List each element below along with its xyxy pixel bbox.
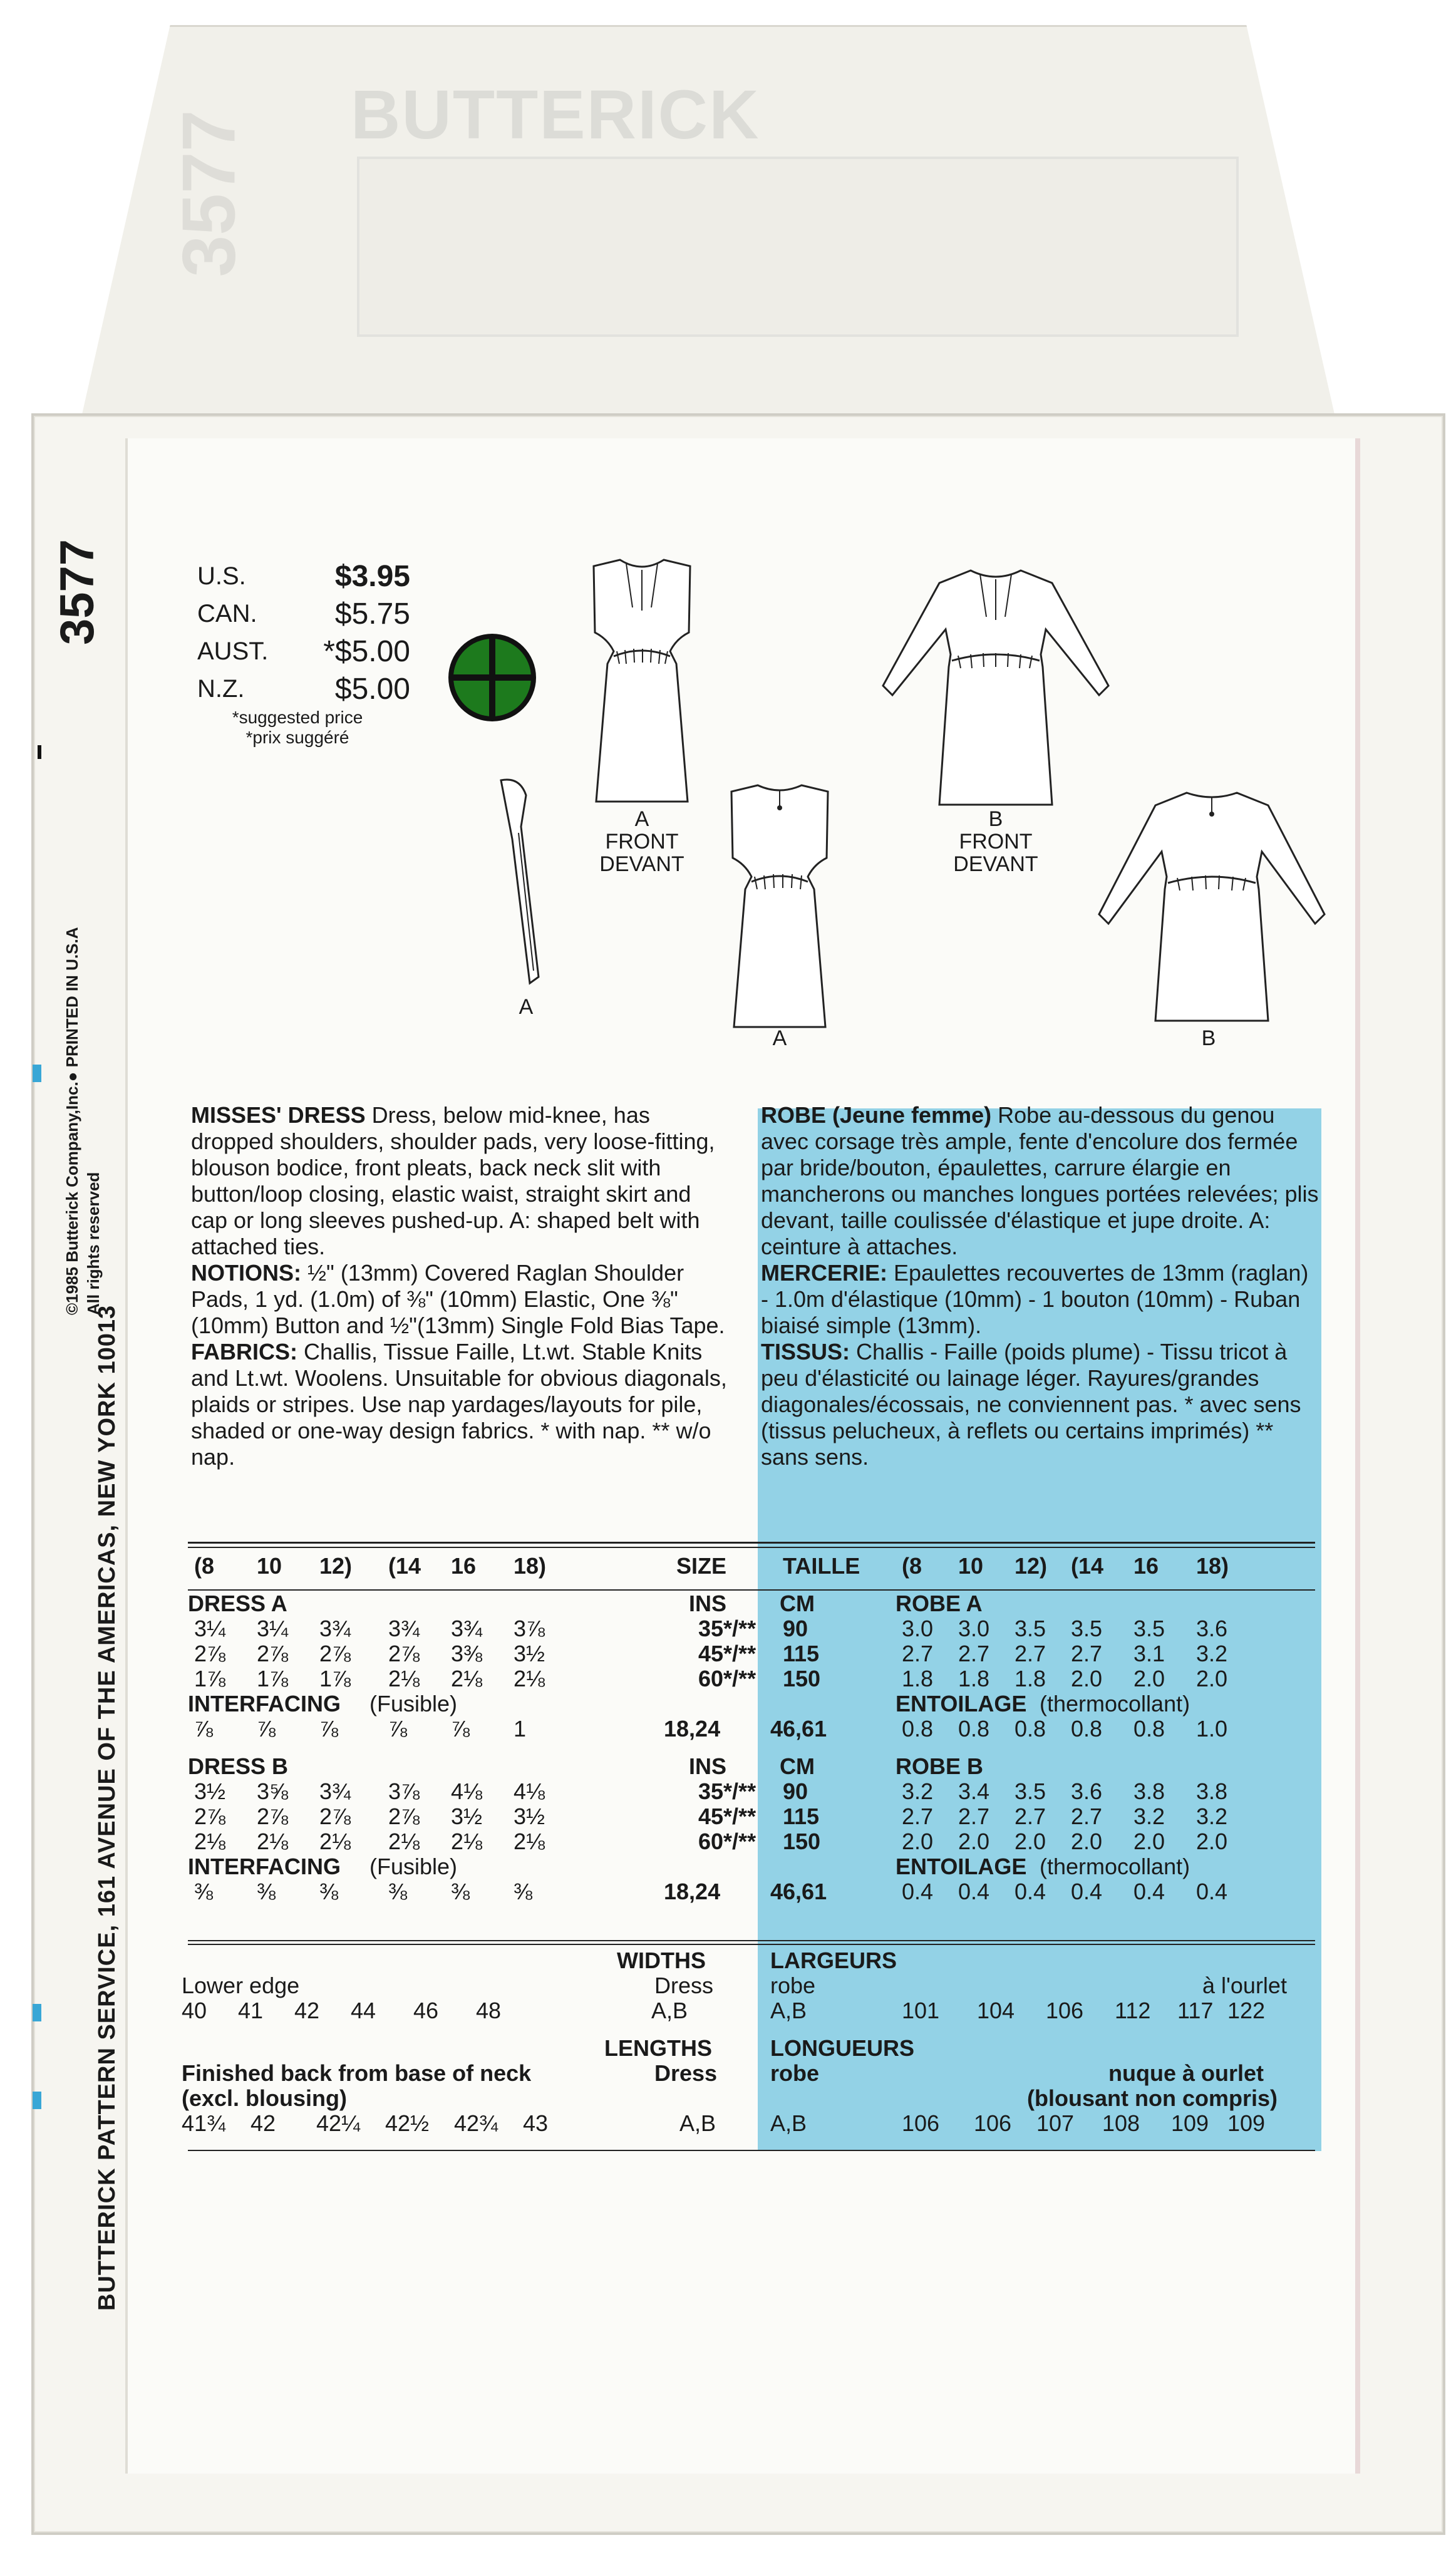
interfacing-width-in: 18,24 (664, 1716, 721, 1742)
length-cm-value: 108 (1102, 2110, 1140, 2136)
metric-cell: 3.1 (1133, 1641, 1165, 1666)
size-header-fr: 18) (1196, 1553, 1229, 1579)
width-cm-cell: 115 (783, 1641, 820, 1666)
figure-label-belt: A (519, 995, 534, 1019)
lengths-row-label: Finished back from base of neck (182, 2060, 532, 2086)
fabrics-title: FABRICS: (191, 1339, 297, 1365)
dress-title: DRESS A (188, 1591, 287, 1616)
yardage-cell: 4⅛ (451, 1778, 483, 1804)
width-cm-cell: 90 (783, 1616, 808, 1641)
size-header-fr: (14 (1071, 1553, 1104, 1579)
interfacing-metric-cell: 1.0 (1196, 1716, 1228, 1742)
metric-cell: 2.7 (1015, 1641, 1046, 1666)
yardage-cell: 1⅞ (257, 1666, 289, 1691)
metric-cell: 2.0 (902, 1829, 934, 1854)
interfacing-cell: ⅜ (194, 1879, 214, 1904)
notions-title: NOTIONS: (191, 1260, 301, 1286)
metric-cell: 3.4 (958, 1778, 990, 1804)
robe-title: ROBE A (896, 1591, 983, 1616)
width-in-cell: 35*/** (698, 1778, 756, 1804)
interfacing-cell: ⅜ (451, 1879, 470, 1904)
interfacing-cell: ⅞ (257, 1716, 276, 1742)
address-text: BUTTERICK PATTERN SERVICE, 161 AVENUE OF THE AMERICAS, NEW YORK 10013 (94, 1304, 120, 2311)
yardage-cell: 2⅞ (388, 1641, 420, 1666)
description-en (191, 1102, 730, 1470)
interfacing-metric-cell: 0.8 (1071, 1716, 1103, 1742)
width-cm-value: 117 (1177, 1998, 1214, 2023)
size-header-us: 18) (514, 1553, 547, 1579)
price-country: N.Z. (197, 674, 245, 703)
flap-ghost-chart (357, 157, 1239, 337)
lengths-views-fr: A,B (770, 2110, 807, 2136)
yardage-cell: 1⅞ (319, 1666, 351, 1691)
interfacing-cell: ⅞ (194, 1716, 214, 1742)
publisher-address (94, 507, 121, 2311)
length-in-value: 42¾ (454, 2110, 498, 2136)
price-country: CAN. (197, 599, 257, 627)
figure-front-fr: DEVANT (599, 852, 684, 876)
price-country: U.S. (197, 562, 246, 590)
widths-row-label: Lower edge (182, 1973, 300, 1998)
interfacing-metric-cell: 0.8 (958, 1716, 990, 1742)
width-cm-value: 112 (1115, 1998, 1151, 2023)
interfacing-metric-cell: 0.4 (1015, 1879, 1046, 1904)
widths-robe-label: robe (770, 1973, 816, 1998)
yardage-cell: 3¾ (319, 1778, 351, 1804)
length-in-value: 41¾ (182, 2110, 226, 2136)
price-value: $5.75 (334, 597, 410, 631)
metric-cell: 2.7 (958, 1804, 990, 1829)
price-value: $5.00 (334, 672, 410, 706)
figure-front-en: FRONT (605, 830, 679, 854)
interfacing-metric-cell: 0.4 (958, 1879, 990, 1904)
yardage-cell: 3½ (514, 1804, 545, 1829)
yardage-cell: 2⅞ (194, 1641, 226, 1666)
length-in-value: 42 (250, 2110, 276, 2136)
size-label: SIZE (676, 1553, 727, 1579)
tissus-title: TISSUS: (761, 1339, 850, 1365)
chart-rule (188, 1940, 1315, 1941)
price-value: *$5.00 (323, 634, 410, 668)
metric-cell: 2.0 (1133, 1666, 1165, 1691)
width-cm-value: 122 (1227, 1998, 1266, 2023)
size-header-fr: (8 (902, 1553, 922, 1579)
interfacing-metric-cell: 0.4 (902, 1879, 934, 1904)
yardage-cell: 3⅜ (451, 1641, 483, 1666)
metric-cell: 2.0 (1196, 1666, 1228, 1691)
metric-cell: 2.7 (1015, 1804, 1046, 1829)
interfacing-metric-cell: 0.4 (1071, 1879, 1103, 1904)
size-header-fr: 16 (1133, 1553, 1159, 1579)
thermo-label: (thermocollant) (1040, 1691, 1190, 1716)
width-cm-cell: 115 (783, 1804, 820, 1829)
edge-tab (33, 2092, 41, 2109)
yardage-cell: 2⅞ (319, 1804, 351, 1829)
widths-views: A,B (651, 1998, 688, 2023)
dress-a-back-illustration-icon (720, 777, 839, 1033)
yardage-cell: 3⅞ (388, 1778, 420, 1804)
metric-cell: 3.0 (902, 1616, 934, 1641)
copyright-line: ©1985 Butterick Company,Inc.● PRINTED IN U.S.A (63, 927, 81, 1315)
interfacing-metric-cell: 0.4 (1133, 1879, 1165, 1904)
lengths-row-label-2: (excl. blousing) (182, 2085, 348, 2111)
metric-cell: 1.8 (1015, 1666, 1046, 1691)
size-header-us: 16 (451, 1553, 477, 1579)
yardage-cell: 2⅛ (514, 1666, 545, 1691)
metric-cell: 1.8 (902, 1666, 934, 1691)
price-note-en: *suggested price (232, 708, 363, 727)
cm-label: CM (780, 1753, 815, 1779)
chart-rule (188, 1589, 1315, 1591)
entoilage-title: ENTOILAGE (896, 1854, 1027, 1879)
lengths-dress-label: Dress (654, 2060, 718, 2086)
yardage-cell: 3⅝ (257, 1778, 289, 1804)
metric-cell: 3.6 (1196, 1616, 1228, 1641)
metric-cell: 3.2 (1196, 1641, 1228, 1666)
yardage-cell: 3½ (514, 1641, 545, 1666)
widths-dress-label: Dress (654, 1973, 714, 1998)
metric-cell: 2.0 (1133, 1829, 1165, 1854)
size-header-fr: 10 (958, 1553, 984, 1579)
price-row (197, 632, 410, 670)
dress-b-back-illustration-icon (1093, 783, 1331, 1027)
size-header-fr: 12) (1015, 1553, 1048, 1579)
width-cm-value: 106 (1046, 1998, 1084, 2023)
metric-cell: 3.8 (1196, 1778, 1228, 1804)
price-country: AUST. (197, 637, 269, 665)
flap-number: 3577 (167, 110, 251, 277)
desc-title-fr: ROBE (Jeune femme) (761, 1102, 992, 1128)
chart-rule (188, 2150, 1315, 2151)
chart-rule (188, 1542, 1315, 1544)
ins-label: INS (689, 1591, 727, 1616)
length-cm-value: 109 (1171, 2110, 1209, 2136)
size-header-us: (8 (194, 1553, 215, 1579)
interfacing-cell: 1 (514, 1716, 527, 1742)
width-in-value: 40 (182, 1998, 207, 2023)
width-in-value: 41 (238, 1998, 264, 2023)
length-cm-value: 107 (1036, 2110, 1075, 2136)
metric-cell: 2.0 (1196, 1829, 1228, 1854)
interfacing-metric-cell: 0.8 (902, 1716, 934, 1742)
interfacing-width-cm: 46,61 (770, 1879, 827, 1904)
figure-letter: B (988, 807, 1003, 831)
price-row (197, 595, 410, 632)
flap-brand: BUTTERICK (351, 76, 760, 153)
metric-cell: 3.5 (1071, 1616, 1103, 1641)
largeurs-title: LARGEURS (770, 1948, 897, 1973)
robe-title: ROBE B (896, 1753, 984, 1779)
interfacing-cell: ⅞ (388, 1716, 408, 1742)
entoilage-title: ENTOILAGE (896, 1691, 1027, 1716)
metric-cell: 3.6 (1071, 1778, 1103, 1804)
rights-line: All rights reserved (84, 1172, 103, 1315)
length-cm-value: 109 (1227, 2110, 1266, 2136)
length-in-value: 43 (523, 2110, 549, 2136)
figure-label-b-front (933, 808, 1058, 875)
width-cm-value: 101 (902, 1998, 940, 2023)
taille-label: TAILLE (783, 1553, 860, 1579)
metric-cell: 2.7 (902, 1641, 934, 1666)
size-header-us: 12) (319, 1553, 353, 1579)
yardage-cell: 2⅛ (451, 1829, 483, 1854)
interfacing-cell: ⅞ (451, 1716, 470, 1742)
width-cm-value: 104 (977, 1998, 1015, 2023)
yardage-cell: 3¾ (319, 1616, 351, 1641)
yardage-cell: 3⅞ (514, 1616, 545, 1641)
lengths-title: LENGTHS (604, 2035, 713, 2061)
width-in-value: 48 (476, 1998, 502, 2023)
price-row (197, 557, 410, 595)
length-in-value: 42½ (385, 2110, 430, 2136)
metric-cell: 2.0 (1015, 1829, 1046, 1854)
lengths-robe-label: robe (770, 2060, 820, 2086)
interfacing-cell: ⅜ (388, 1879, 408, 1904)
length-cm-value: 106 (902, 2110, 940, 2136)
yardage-cell: 3¾ (451, 1616, 483, 1641)
metric-cell: 3.0 (958, 1616, 990, 1641)
metric-cell: 2.7 (902, 1804, 934, 1829)
lengths-fr-label-2: (blousant non compris) (1027, 2085, 1278, 2111)
notions-body: ½" (13mm) Covered Raglan Shoulder Pads, 1 yd. (1.0m) of ⅜" (10mm) Elastic, One ⅜" (10mm) Button and ½"(13mm) Single Fold Bias Tape. (191, 1260, 725, 1338)
metric-cell: 3.2 (902, 1778, 934, 1804)
desc-body-fr: Robe au-dessous du genou avec corsage très ample, fente d'encolure dos fermée par bride/bouton, épaulettes, carrure élargie en mancherons ou manches longues portées relevées; plis devant, taille coulissée d'élastique et jupe droite. A: ceinture à attaches. (761, 1102, 1319, 1259)
mercerie-title: MERCERIE: (761, 1260, 888, 1286)
desc-title: MISSES' DRESS (191, 1102, 366, 1128)
yardage-cell: 2⅛ (319, 1829, 351, 1854)
green-cross-logo-icon (446, 631, 539, 724)
pattern-number: 3577 (51, 539, 104, 645)
metric-cell: 3.5 (1015, 1778, 1046, 1804)
width-in-cell: 45*/** (698, 1641, 756, 1666)
widths-fr-label: à l'ourlet (1202, 1973, 1287, 1998)
metric-cell: 2.7 (958, 1641, 990, 1666)
chart-rule (188, 1547, 1315, 1548)
fusible-label: (Fusible) (369, 1854, 458, 1879)
yardage-cell: 4⅛ (514, 1778, 545, 1804)
width-in-cell: 45*/** (698, 1804, 756, 1829)
width-in-cell: 60*/** (698, 1666, 756, 1691)
interfacing-width-cm: 46,61 (770, 1716, 827, 1742)
figure-letter: A (634, 807, 649, 831)
interfacing-title: INTERFACING (188, 1854, 341, 1879)
thermo-label: (thermocollant) (1040, 1854, 1190, 1879)
length-cm-value: 106 (974, 2110, 1012, 2136)
width-in-value: 46 (413, 1998, 439, 2023)
dress-title: DRESS B (188, 1753, 289, 1779)
yardage-cell: 3½ (194, 1778, 226, 1804)
ins-label: INS (689, 1753, 727, 1779)
size-header-us: 10 (257, 1553, 282, 1579)
fabrics-body: Challis, Tissue Faille, Lt.wt. Stable Knits and Lt.wt. Woolens. Unsuitable for obvious diagonals, plaids or stripes. Use nap yardages/layouts for pile, shaded or one-way design fabrics. * with nap. ** w/o nap. (191, 1339, 727, 1470)
price-row (197, 670, 410, 708)
metric-cell: 3.8 (1133, 1778, 1165, 1804)
interfacing-width-in: 18,24 (664, 1879, 721, 1904)
price-list (197, 557, 410, 748)
chart-rule (188, 1944, 1315, 1945)
flap-ghost-print (167, 75, 1240, 338)
width-in-cell: 35*/** (698, 1616, 756, 1641)
yardage-cell: 2⅞ (257, 1804, 289, 1829)
widths-views-fr: A,B (770, 1998, 807, 2023)
lengths-fr-label: nuque à ourlet (1108, 2060, 1264, 2086)
figure-front-en: FRONT (959, 830, 1033, 854)
metric-cell: 1.8 (958, 1666, 990, 1691)
lengths-views: A,B (679, 2110, 716, 2136)
belt-a-illustration-icon (482, 777, 570, 989)
longueurs-title: LONGUEURS (770, 2035, 915, 2061)
edge-tab (33, 2004, 41, 2021)
metric-cell: 3.2 (1133, 1804, 1165, 1829)
price-note-fr: *prix suggéré (245, 728, 349, 747)
interfacing-cell: ⅜ (514, 1879, 533, 1904)
tick-mark (38, 745, 41, 759)
width-in-cell: 60*/** (698, 1829, 756, 1854)
description-fr (761, 1102, 1321, 1470)
figure-front-fr: DEVANT (953, 852, 1038, 876)
fusible-label: (Fusible) (369, 1691, 458, 1716)
width-in-value: 42 (294, 1998, 320, 2023)
desc-body: Dress, below mid-knee, has dropped shoulders, shoulder pads, very loose-fitting, blouson bodice, front pleats, back neck slit with button/loop closing, elastic waist, straight skirt and cap or long sleeves pushed-up. A: shaped belt with attached ties. (191, 1102, 715, 1259)
yardage-cell: 2⅛ (514, 1829, 545, 1854)
interfacing-metric-cell: 0.8 (1015, 1716, 1046, 1742)
yardage-cell: 3¾ (388, 1616, 420, 1641)
yardage-cell: 2⅛ (388, 1829, 420, 1854)
interfacing-metric-cell: 0.8 (1133, 1716, 1165, 1742)
price-value: $3.95 (334, 559, 410, 593)
figure-label-a-back: A (772, 1026, 787, 1050)
yardage-cell: 1⅞ (194, 1666, 226, 1691)
yardage-cell: 2⅛ (451, 1666, 483, 1691)
width-cm-cell: 150 (783, 1666, 821, 1691)
interfacing-cell: ⅜ (319, 1879, 339, 1904)
metric-cell: 3.5 (1015, 1616, 1046, 1641)
interfacing-metric-cell: 0.4 (1196, 1879, 1228, 1904)
yardage-cell: 2⅞ (388, 1804, 420, 1829)
yardage-cell: 3½ (451, 1804, 483, 1829)
tissus-body: Challis - Faille (poids plume) - Tissu tricot à peu d'élasticité ou lainage léger. Rayures/grandes diagonales/écossais, ne conviennent pas. * avec sens (tissus pelucheux, à reflets ou certains imprimés) ** sans sens. (761, 1339, 1301, 1470)
edge-tab (33, 1065, 41, 1082)
metric-cell: 2.0 (1071, 1666, 1103, 1691)
yardage-cell: 2⅞ (194, 1804, 226, 1829)
width-in-value: 44 (351, 1998, 376, 2023)
figure-label-a-front (582, 808, 701, 875)
yardage-cell: 2⅞ (257, 1641, 289, 1666)
metric-cell: 2.7 (1071, 1641, 1103, 1666)
dress-a-front-illustration-icon (582, 551, 701, 814)
interfacing-cell: ⅞ (319, 1716, 339, 1742)
metric-cell: 3.2 (1196, 1804, 1228, 1829)
mercerie-body: Epaulettes recouvertes de 13mm (raglan) - 1.0m d'élastique (10mm) - 1 bouton (10mm) - Ruban biaisé simple (13mm). (761, 1260, 1309, 1338)
width-cm-cell: 90 (783, 1778, 808, 1804)
yardage-cell: 2⅛ (388, 1666, 420, 1691)
metric-cell: 2.0 (1071, 1829, 1103, 1854)
interfacing-cell: ⅜ (257, 1879, 276, 1904)
interfacing-title: INTERFACING (188, 1691, 341, 1716)
figure-label-b-back: B (1201, 1026, 1216, 1050)
yardage-cell: 3¼ (257, 1616, 289, 1641)
metric-cell: 2.7 (1071, 1804, 1103, 1829)
cm-label: CM (780, 1591, 815, 1616)
length-in-value: 42¼ (316, 2110, 361, 2136)
size-header-us: (14 (388, 1553, 421, 1579)
yardage-cell: 2⅛ (194, 1829, 226, 1854)
dress-b-front-illustration-icon (877, 560, 1115, 811)
widths-title: WIDTHS (617, 1948, 706, 1973)
yardage-cell: 2⅛ (257, 1829, 289, 1854)
metric-cell: 3.5 (1133, 1616, 1165, 1641)
yardage-cell: 3¼ (194, 1616, 226, 1641)
width-cm-cell: 150 (783, 1829, 821, 1854)
metric-cell: 2.0 (958, 1829, 990, 1854)
yardage-cell: 2⅞ (319, 1641, 351, 1666)
